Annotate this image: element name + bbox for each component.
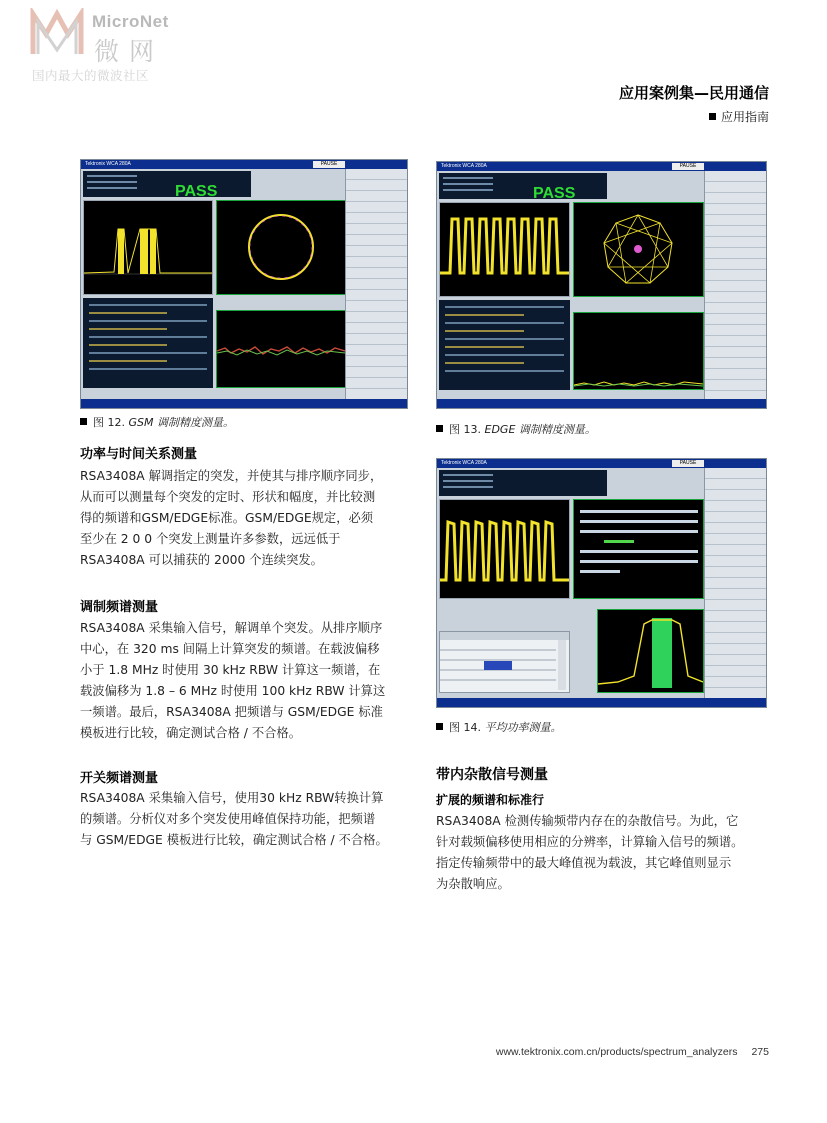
text-line: RSA3408A 检测传输频带内存在的杂散信号。为此，它 [436,814,739,828]
section-heading-inband: 带内杂散信号测量 [436,767,548,783]
phase-error-plot [216,310,346,388]
text-line: 针对载频偏移使用相应的分辨率，计算输入信号的频谱。 [436,835,744,849]
burst-index-table [439,631,570,693]
page-header-subtitle [709,108,769,125]
page-footer [496,1046,769,1058]
figure-12-caption [80,414,234,430]
burst-power-plot [439,202,570,297]
figure-12-number: 图 12. [93,416,125,429]
carrier-spectrum-plot [597,609,704,693]
text-line: 载波偏移为 1.8 – 6 MHz 时使用 100 kHz RBW 计算这 [80,684,386,698]
burst-power-plot [83,200,213,295]
instrument-title-bar [81,160,407,169]
instrument-title: Tektronix WCA 280A [85,161,131,167]
section-heading-power-time: 功率与时间关系测量 [80,447,198,462]
instrument-title: Tektronix WCA 280A [441,460,487,466]
text-line: 指定传输频带中的最大峰值视为载波，其它峰值则显示 [436,856,732,870]
micronet-logo [30,8,190,82]
evm-plot [573,312,704,390]
micronet-logo-icon [30,8,84,58]
measurement-setup-menu [345,169,407,399]
text-line: RSA3408A 解调指定的突发，并使其与排序顺序同步， [80,469,383,483]
figure-12-text: GSM 调制精度测量。 [128,416,234,429]
figure-13-screenshot [436,161,767,409]
modulation-metrics-panel [83,298,213,388]
pause-button: PAUSE [313,161,345,168]
pass-indicator: PASS [533,185,576,202]
bullet-square-icon [709,113,716,120]
figure-14-number: 图 14. [449,721,481,734]
text-line: 至少在 2 0 0 个突发上测量许多参数，远远低于 [80,532,341,546]
figure-12-screenshot [80,159,408,409]
figure-13-text: EDGE 调制精度测量。 [484,423,596,436]
burst-power-trace [440,500,569,598]
instrument-status-bar [437,399,766,408]
page-header-title: 应用案例集—民用通信 [618,84,769,102]
burst-codes-list [573,499,704,599]
constellation-trace [217,201,345,294]
measurement-setup-menu [704,468,766,698]
figure-14-caption [436,719,562,735]
burst-codes-lines [574,500,703,598]
text-line: 小于 1.8 MHz 时使用 30 kHz RBW 计算这一频谱，在 [80,663,381,677]
bullet-square-icon [436,723,443,730]
page-header-subtitle-text: 应用指南 [720,110,769,124]
bullet-square-icon [80,418,87,425]
measurement-setup-menu [704,171,766,399]
text-line: RSA3408A 可以捕获的 2000 个连续突发。 [80,553,323,567]
figure-14-screenshot [436,458,767,708]
section-heading-mod-spectrum: 调制频谱测量 [80,600,159,615]
section-body-switch-spectrum [80,788,410,851]
section-body-mod-spectrum [80,618,410,744]
figure-13-number: 图 13. [449,423,481,436]
section-heading-switch-spectrum: 开关频谱测量 [80,771,159,786]
logo-slogan: 国内最大的微波社区 [32,68,150,83]
text-line: 中心，在 320 ms 间隔上计算突发的频谱。在载波偏移 [80,642,380,656]
section-subheading-inband: 扩展的频谱和标准行 [436,793,545,807]
text-line: 的频谱。分析仪对多个突发使用峰值保持功能，把频谱 [80,812,376,826]
pass-indicator: PASS [175,183,218,200]
text-line: 模板进行比较，确定测试合格 / 不合格。 [80,726,302,740]
footer-url[interactable]: www.tektronix.com.cn/products/spectrum_analyzers [495,1046,738,1058]
text-line: RSA3408A 采集输入信号，使用30 kHz RBW转换计算 [80,791,384,805]
measurement-settings-panel [439,470,607,496]
modulation-metrics-panel [439,300,570,390]
measurement-settings-panel [83,171,251,197]
measurement-settings-panel [439,173,607,199]
phase-error-trace [217,311,345,387]
text-line: RSA3408A 采集输入信号，解调单个突发。从排序顺序 [80,621,383,635]
burst-power-trace [440,203,569,296]
page-number: 275 [751,1046,769,1058]
instrument-title-bar [437,459,766,468]
constellation-plot [573,202,704,297]
burst-index-grid [440,632,569,692]
text-line: 为杂散响应。 [436,877,510,891]
carrier-spectrum-trace [598,610,703,692]
figure-13-caption [436,421,596,437]
logo-name-en: MicroNet [92,12,169,31]
instrument-status-bar [81,399,407,408]
instrument-status-bar [437,698,766,707]
text-line: 与 GSM/EDGE 模板进行比较，确定测试合格 / 不合格。 [80,833,388,847]
text-line: 一频谱。最后，RSA3408A 把频谱与 GSM/EDGE 标准 [80,705,383,719]
pause-button: PAUSE [672,163,704,170]
section-body-inband [436,811,768,895]
instrument-title: Tektronix WCA 280A [441,163,487,169]
pause-button: PAUSE [672,460,704,467]
text-line: 从而可以测量每个突发的定时、形状和幅度，并比较测 [80,490,376,504]
evm-trace [574,313,703,389]
burst-power-plot [439,499,570,599]
constellation-trace [574,203,703,296]
figure-14-text: 平均功率测量。 [484,721,562,734]
bullet-square-icon [436,425,443,432]
text-line: 得的频谱和GSM/EDGE标准。GSM/EDGE规定，必须 [80,511,374,525]
instrument-title-bar [437,162,766,171]
logo-name-cn: 微网 [94,37,165,66]
constellation-plot [216,200,346,295]
section-body-power-time [80,466,410,571]
burst-power-trace [84,201,212,294]
